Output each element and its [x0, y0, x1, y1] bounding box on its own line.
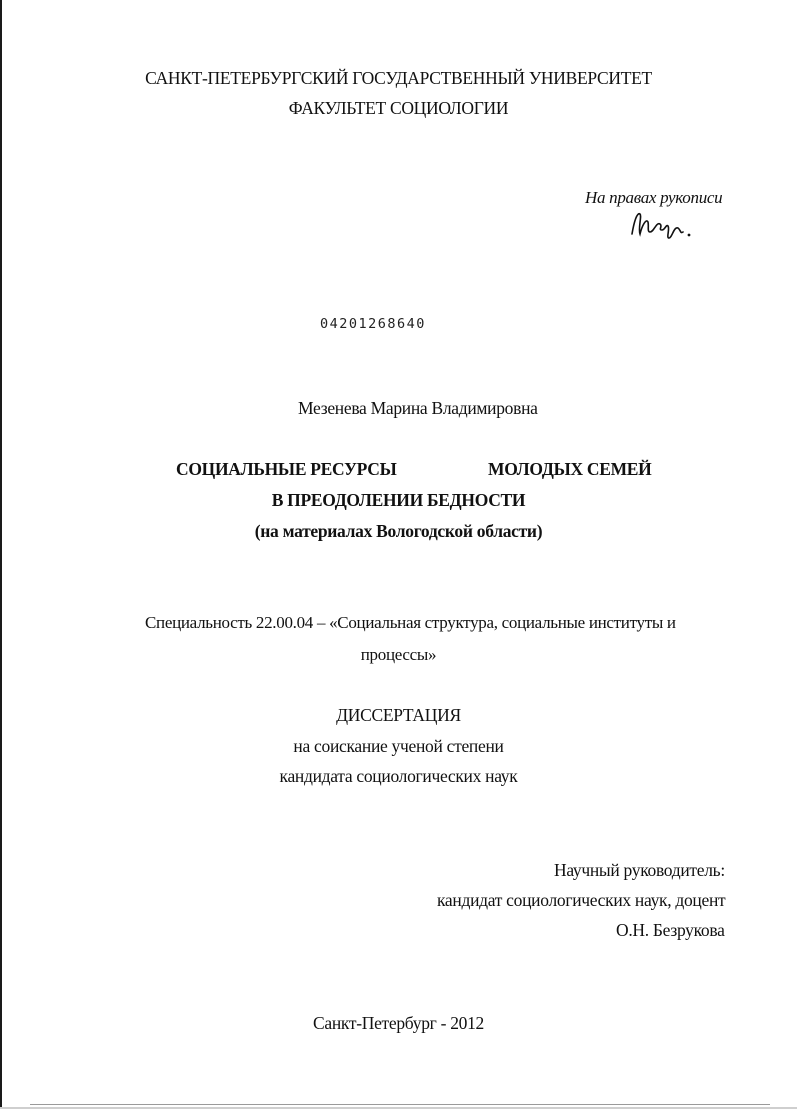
title-line1-right: МОЛОДЫХ СЕМЕЙ — [488, 459, 652, 479]
dissertation-label: ДИССЕРТАЦИЯ — [336, 705, 461, 725]
title-subtitle: (на материалах Вологодской области) — [254, 521, 543, 541]
manuscript-note: На правах рукописи — [585, 188, 723, 207]
supervisor-label: Научный руководитель: — [554, 860, 725, 880]
scan-bottom-line — [30, 1104, 770, 1105]
city-year: Санкт-Петербург - 2012 — [312, 1013, 484, 1033]
university-name: САНКТ-ПЕТЕРБУРГСКИЙ ГОСУДАРСТВЕННЫЙ УНИВЕРСИТЕТ — [145, 68, 652, 88]
title-line1-left: СОЦИАЛЬНЫЕ РЕСУРСЫ — [176, 459, 397, 479]
author-name: Мезенева Марина Владимировна — [298, 398, 538, 418]
specialty-line2: процессы» — [360, 645, 437, 664]
faculty-name: ФАКУЛЬТЕТ СОЦИОЛОГИИ — [288, 98, 509, 118]
supervisor-degree: кандидат социологических наук, доцент — [437, 890, 726, 910]
specialty-line1: Специальность 22.00.04 – «Социальная структура, социальные институты и — [145, 613, 676, 632]
supervisor-name: О.Н. Безрукова — [616, 920, 725, 940]
scan-left-edge — [0, 0, 2, 1109]
catalog-number: 04201268640 — [320, 316, 426, 332]
handwritten-signature-icon — [628, 208, 698, 244]
title-line2: В ПРЕОДОЛЕНИИ БЕДНОСТИ — [271, 490, 526, 510]
dissertation-field-line: кандидата социологических наук — [279, 766, 518, 786]
dissertation-degree-line: на соискание ученой степени — [293, 736, 504, 756]
